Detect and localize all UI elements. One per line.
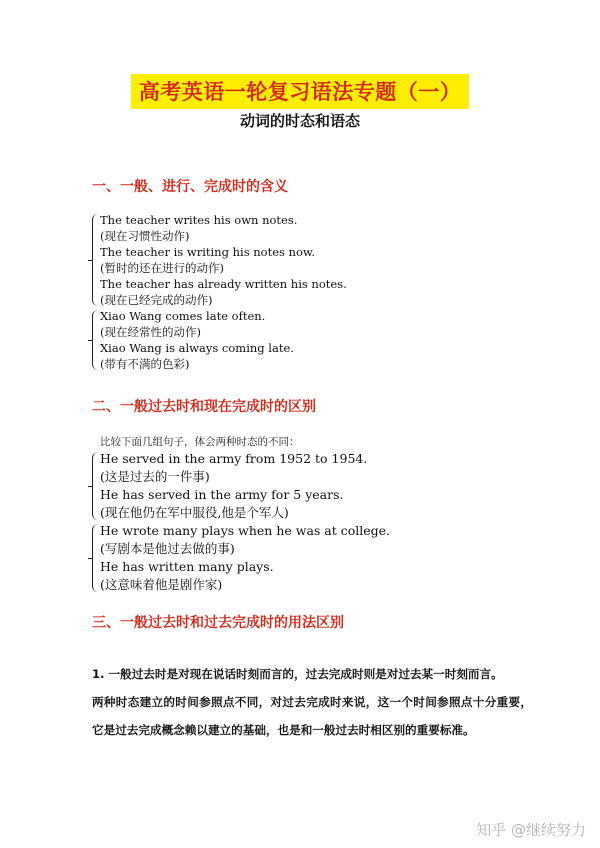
example-note: (这是过去的一件事)	[100, 469, 210, 484]
example-line: He served in the army from 1952 to 1954.	[100, 451, 368, 466]
paragraph-1: 1. 一般过去时是对现在说话时刻而言的，过去完成时则是对过去某一时刻而言。	[92, 667, 503, 681]
example-note: (现在他仍在军中服役,他是个军人)	[100, 505, 289, 520]
example-group-1-1	[92, 212, 347, 308]
brace-icon	[92, 524, 99, 592]
example-line: The teacher has already written his notes.	[100, 277, 347, 291]
title-wrap	[0, 74, 600, 109]
section-heading-2: 二、一般过去时和现在完成时的区别	[92, 399, 316, 415]
brace-icon	[92, 452, 99, 520]
page-subtitle: 动词的时态和语态	[239, 112, 360, 130]
example-line: The teacher writes his own notes.	[100, 213, 298, 227]
example-line: He has served in the army for 5 years.	[100, 487, 344, 502]
example-note: (现在习惯性动作)	[100, 229, 190, 243]
paragraph-2: 两种时态建立的时间参照点不同，对过去完成时来说，这一个时间参照点十分重要，它是过去完成概念赖以建立的基础，也是和一般过去时相区别的重要标准。	[92, 695, 532, 737]
example-group-2-2	[92, 522, 390, 594]
example-line: He has written many plays.	[100, 559, 274, 574]
example-line: The teacher is writing his notes now.	[100, 245, 316, 259]
example-group-1-2	[92, 308, 294, 372]
brace-icon	[92, 214, 99, 306]
example-note: (带有不满的色彩)	[100, 357, 190, 371]
brace-icon	[92, 310, 99, 370]
watermark: 知乎 @继续努力	[476, 821, 586, 839]
example-line: Xiao Wang comes late often.	[100, 309, 266, 323]
section-heading-1: 一、一般、进行、完成时的含义	[92, 179, 288, 195]
example-group-2-1	[92, 450, 367, 522]
example-note: (写剧本是他过去做的事)	[100, 541, 235, 556]
example-note: (现在已经完成的动作)	[100, 293, 213, 307]
example-line: He wrote many plays when he was at college.	[100, 523, 391, 538]
example-note: (暂时的还在进行的动作)	[100, 261, 224, 275]
example-note: (现在经常性的动作)	[100, 325, 201, 339]
section-intro: 比较下面几组句子，体会两种时态的不同：	[100, 436, 300, 448]
section-heading-3: 三、一般过去时和过去完成时的用法区别	[92, 615, 344, 631]
page-title: 高考英语一轮复习语法专题（一）	[131, 74, 470, 109]
example-note: (这意味着他是剧作家)	[100, 577, 223, 592]
example-line: Xiao Wang is always coming late.	[100, 341, 294, 355]
